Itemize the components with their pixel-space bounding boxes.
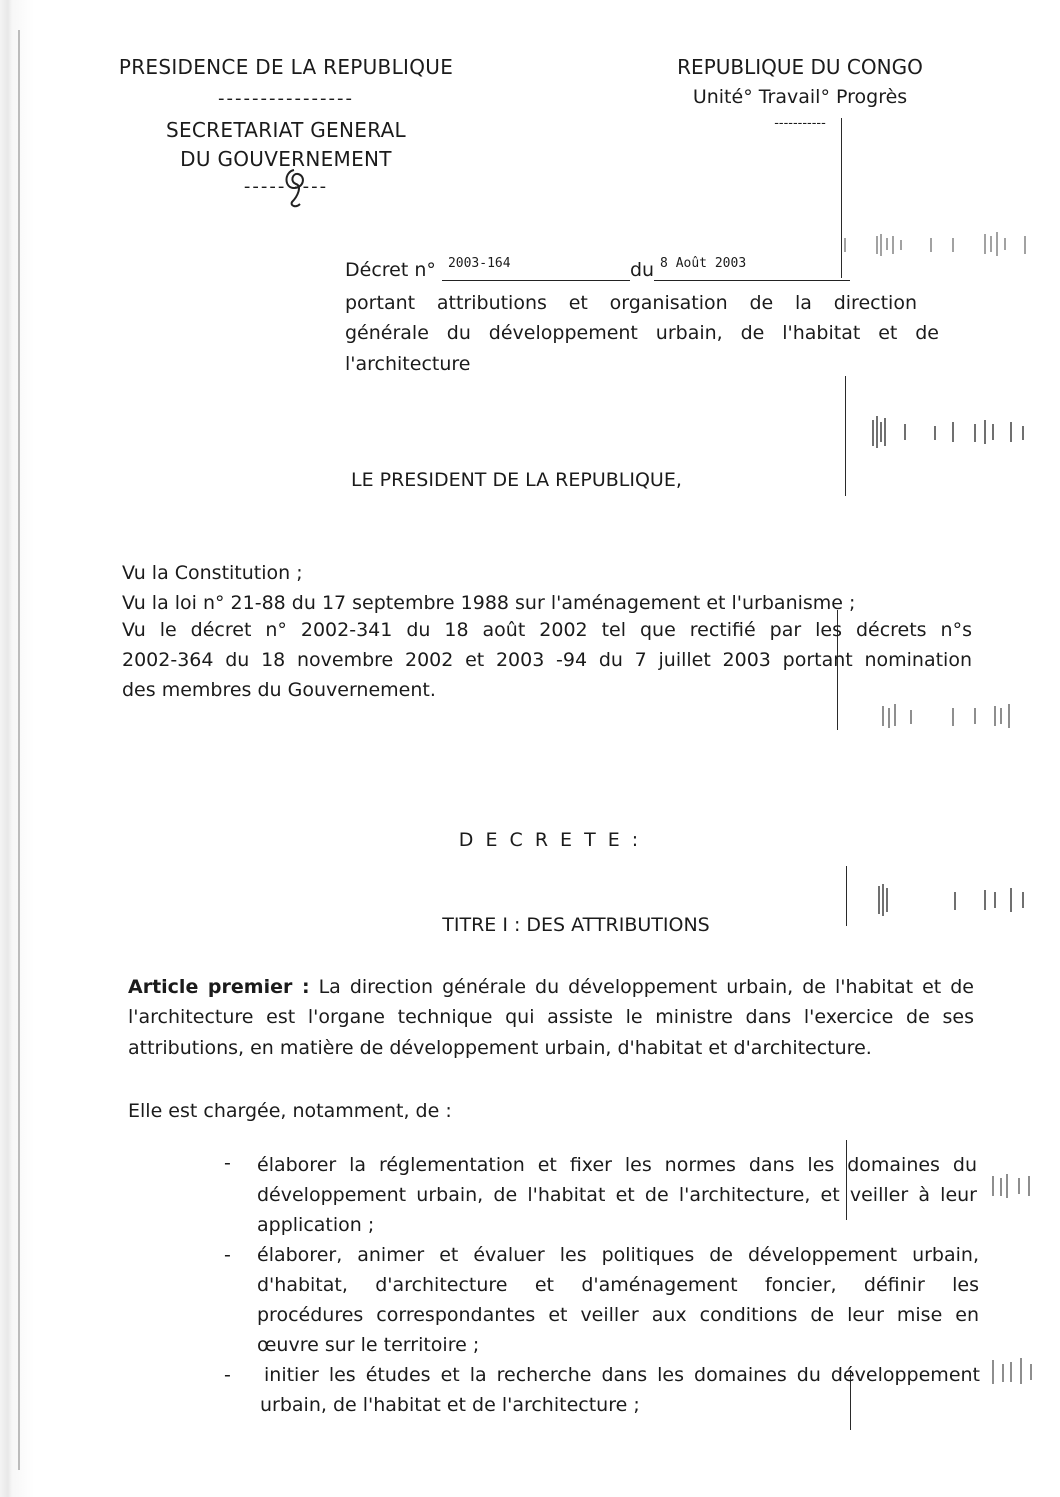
motto: Unité° Travail° Progrès bbox=[692, 86, 908, 108]
decree-date-blank bbox=[654, 258, 850, 281]
bullet-1-line-3: application ; bbox=[257, 1214, 375, 1236]
titre-heading: TITRE I : DES ATTRIBUTIONS bbox=[442, 914, 710, 936]
scan-binding-line bbox=[18, 30, 20, 1470]
bullet-2-line-2: d'habitat, d'architecture et d'aménagement foncier, définir les bbox=[257, 1274, 979, 1296]
initials-mark-icon bbox=[280, 166, 312, 210]
secretariat-line-2: DU GOUVERNEMENT bbox=[180, 147, 392, 171]
article-premier-label: Article premier : bbox=[128, 976, 310, 998]
country-heading: REPUBLIQUE DU CONGO bbox=[677, 55, 923, 79]
scan-noise-mark bbox=[835, 224, 1035, 264]
decree-subject-line-2: générale du développement urbain, de l'habitat et de bbox=[345, 322, 939, 344]
visa-law: Vu la loi n° 21-88 du 17 septembre 1988 sur l'aménagement et l'urbanisme ; bbox=[122, 592, 856, 614]
decree-subject-line-3: l'architecture bbox=[345, 353, 471, 375]
decree-number: 2003-164 bbox=[447, 256, 511, 271]
article-premier-line-3: attributions, en matière de développement urbain, d'habitat et d'architecture. bbox=[128, 1037, 872, 1059]
header-right-separator: ----------- bbox=[774, 116, 826, 131]
article-premier-line-2: l'architecture est l'organe technique qui assiste le ministre dans l'exercice de ses bbox=[128, 1006, 974, 1028]
scan-noise-mark bbox=[835, 412, 1035, 452]
chargee-intro: Elle est chargée, notamment, de : bbox=[128, 1100, 452, 1122]
president-heading: LE PRESIDENT DE LA REPUBLIQUE, bbox=[351, 469, 682, 491]
bullet-3-line-1: initier les études et la recherche dans les domaines du développement bbox=[264, 1364, 980, 1386]
bullet-2-line-3: procédures correspondantes et veiller aux conditions de leur mise en bbox=[257, 1304, 979, 1326]
bullet-dash: - bbox=[224, 1244, 231, 1266]
bullet-3-line-2: urbain, de l'habitat et de l'architecture ; bbox=[260, 1394, 640, 1416]
visa-decree-line-3: des membres du Gouvernement. bbox=[122, 679, 436, 701]
header-left-separator-2: ----- ---- bbox=[243, 176, 329, 197]
decrete-heading: D E C R E T E : bbox=[458, 829, 642, 851]
office-heading: PRESIDENCE DE LA REPUBLIQUE bbox=[118, 55, 454, 79]
visa-decree-line-2: 2002-364 du 18 novembre 2002 et 2003 -94 du 7 juillet 2003 portant nomination bbox=[122, 649, 972, 671]
bullet-dash: - bbox=[224, 1364, 231, 1386]
bullet-1-line-2: développement urbain, de l'habitat et de l'architecture, et veiller à leur bbox=[257, 1184, 977, 1206]
decree-du-label: du bbox=[629, 259, 655, 281]
secretariat-line-1: SECRETARIAT GENERAL bbox=[165, 118, 407, 142]
article-premier-line-1 bbox=[128, 972, 974, 1003]
header-left-separator: ---------------- bbox=[218, 88, 354, 109]
decree-label: Décret n° bbox=[345, 259, 436, 281]
scan-noise-mark bbox=[835, 880, 1035, 920]
decree-subject-line-1: portant attributions et organisation de la direction bbox=[345, 292, 917, 314]
scan-binding-edge bbox=[0, 0, 34, 1497]
bullet-dash: - bbox=[224, 1152, 231, 1174]
decree-date: 8 Août 2003 bbox=[660, 256, 747, 271]
article-premier-text-1: La direction générale du développement urbain, de l'habitat et de bbox=[318, 976, 974, 998]
bullet-2-line-1: élaborer, animer et évaluer les politiques de développement urbain, bbox=[257, 1244, 979, 1266]
decree-number-line bbox=[345, 258, 850, 281]
bullet-1-line-1: élaborer la réglementation et fixer les normes dans les domaines du bbox=[257, 1154, 977, 1176]
visa-decree-line-1: Vu le décret n° 2002-341 du 18 août 2002 tel que rectifié par les décrets n°s bbox=[122, 619, 972, 641]
decree-number-blank bbox=[442, 258, 630, 281]
bullet-2-line-4: œuvre sur le territoire ; bbox=[257, 1334, 480, 1356]
visa-constitution: Vu la Constitution ; bbox=[122, 562, 303, 584]
